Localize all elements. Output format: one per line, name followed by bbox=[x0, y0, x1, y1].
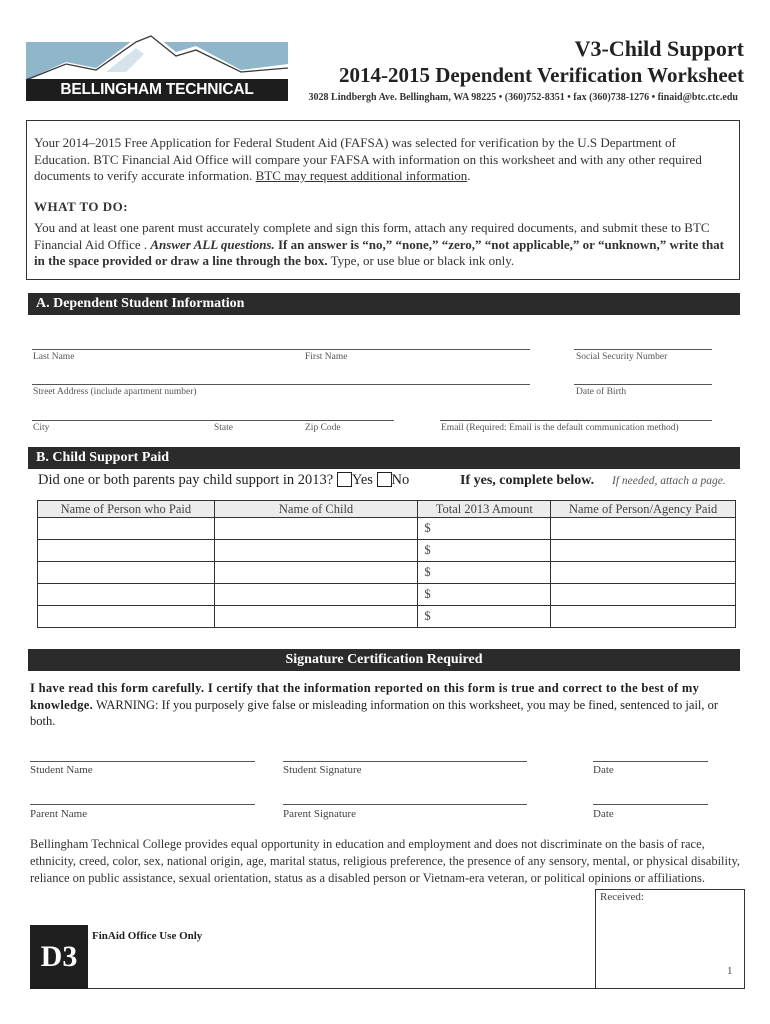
office-use-divider bbox=[88, 988, 595, 989]
student-date-field[interactable] bbox=[593, 761, 708, 762]
child-support-table bbox=[37, 500, 736, 628]
ssn-label: Social Security Number bbox=[576, 352, 668, 362]
yes-checkbox[interactable] bbox=[337, 472, 352, 487]
child-cell[interactable] bbox=[214, 562, 418, 584]
amount-cell[interactable]: $ bbox=[418, 518, 551, 540]
mountain-icon bbox=[26, 28, 288, 80]
additional-info-link[interactable]: BTC may request additional information bbox=[255, 168, 468, 183]
student-date-label: Date bbox=[593, 764, 614, 776]
student-signature-label: Student Signature bbox=[283, 764, 362, 776]
student-name-field[interactable] bbox=[30, 761, 255, 762]
parent-name-field[interactable] bbox=[30, 804, 255, 805]
instructions-paragraph bbox=[34, 220, 734, 270]
table-row bbox=[38, 518, 736, 540]
amount-cell[interactable]: $ bbox=[418, 562, 551, 584]
form-title: V3-Child Support bbox=[574, 36, 744, 61]
ssn-field[interactable] bbox=[574, 349, 712, 350]
received-label: Received: bbox=[600, 891, 644, 903]
amount-cell[interactable]: $ bbox=[418, 606, 551, 628]
col-child-name: Name of Child bbox=[214, 501, 418, 518]
question-text: Did one or both parents pay child support in 2013? bbox=[38, 472, 334, 488]
logo-text: BELLINGHAM TECHNICAL COLLEGE bbox=[26, 79, 288, 101]
amount-cell[interactable]: $ bbox=[418, 540, 551, 562]
dob-label: Date of Birth bbox=[576, 387, 627, 397]
city-label: City bbox=[33, 423, 50, 433]
child-cell[interactable] bbox=[214, 518, 418, 540]
child-cell[interactable] bbox=[214, 584, 418, 606]
email-field[interactable] bbox=[440, 420, 712, 421]
state-label: State bbox=[214, 423, 233, 433]
form-code-badge: D3 bbox=[30, 925, 88, 989]
instructions-text: You and at least one parent must accurately complete and sign this form, attach any required documents, and submit these to BTC Financial Aid Office . bbox=[34, 220, 710, 252]
amount-cell[interactable]: $ bbox=[418, 584, 551, 606]
parent-signature-field[interactable] bbox=[283, 804, 527, 805]
city-state-zip-field[interactable] bbox=[32, 420, 394, 421]
what-to-do-heading: WHAT TO DO: bbox=[34, 199, 129, 214]
col-total-amount: Total 2013 Amount bbox=[418, 501, 551, 518]
agency-cell[interactable] bbox=[551, 606, 736, 628]
table-row bbox=[38, 584, 736, 606]
payer-cell[interactable] bbox=[38, 584, 215, 606]
student-name-label: Student Name bbox=[30, 764, 93, 776]
form-subtitle: 2014-2015 Dependent Verification Worksheet bbox=[338, 63, 744, 87]
agency-cell[interactable] bbox=[551, 562, 736, 584]
payer-cell[interactable] bbox=[38, 540, 215, 562]
page-number: 1 bbox=[727, 965, 733, 977]
agency-cell[interactable] bbox=[551, 584, 736, 606]
payer-cell[interactable] bbox=[38, 606, 215, 628]
equal-opportunity-statement: Bellingham Technical College provides equal opportunity in education and employment and does not discriminate on the basis of race, ethnicity, creed, color, sex, national origin, age, marital status, religious preference, the presence of any sensory, mental, or physical disability, reliance on public assistance, sexual orientation, status as a disabled person or Vietnam-era veteran, or political opinions or affiliations. bbox=[30, 837, 741, 885]
street-label: Street Address (include apartment number) bbox=[33, 387, 197, 397]
warning-text: WARNING: If you purposely give false or misleading information on this worksheet, you may be fined, sentenced to jail, or both. bbox=[30, 697, 719, 728]
intro-end: . bbox=[467, 168, 471, 183]
parent-date-label: Date bbox=[593, 808, 614, 820]
student-signature-field[interactable] bbox=[283, 761, 527, 762]
office-use-label: FinAid Office Use Only bbox=[92, 930, 203, 942]
dob-field[interactable] bbox=[574, 384, 712, 385]
intro-text: Your 2014–2015 Free Application for Federal Student Aid (FAFSA) was selected for verification by the U.S Department of Education. BTC Financial Aid Office will compare your FAFSA with information on this worksheet and with any other required documents to verify accurate information. bbox=[34, 135, 702, 183]
table-row bbox=[38, 562, 736, 584]
child-cell[interactable] bbox=[214, 540, 418, 562]
received-box bbox=[595, 889, 745, 989]
contact-address: 3028 Lindbergh Ave. Bellingham, WA 98225 • (360)752-8351 • fax (360)738-1276 • finaid@btc.ctc.edu bbox=[308, 92, 738, 103]
table-header-row bbox=[38, 501, 736, 518]
certification-statement bbox=[30, 680, 745, 730]
child-cell[interactable] bbox=[214, 606, 418, 628]
child-support-question bbox=[38, 472, 409, 489]
zip-label: Zip Code bbox=[305, 423, 341, 433]
agency-cell[interactable] bbox=[551, 518, 736, 540]
last-name-label: Last Name bbox=[33, 352, 75, 362]
agency-cell[interactable] bbox=[551, 540, 736, 562]
parent-date-field[interactable] bbox=[593, 804, 708, 805]
payer-cell[interactable] bbox=[38, 518, 215, 540]
no-checkbox[interactable] bbox=[377, 472, 392, 487]
yes-label: Yes bbox=[351, 472, 373, 488]
college-logo bbox=[26, 28, 288, 120]
last-first-name-field[interactable] bbox=[32, 349, 530, 350]
attach-page-note: If needed, attach a page. bbox=[612, 475, 726, 487]
section-a-header: A. Dependent Student Information bbox=[28, 293, 740, 315]
section-b-header: B. Child Support Paid bbox=[28, 447, 740, 469]
table-row bbox=[38, 606, 736, 628]
payer-cell[interactable] bbox=[38, 562, 215, 584]
answer-all-text: Answer ALL questions. bbox=[150, 236, 275, 252]
col-person-who-paid: Name of Person who Paid bbox=[38, 501, 215, 518]
street-address-field[interactable] bbox=[32, 384, 530, 385]
parent-signature-label: Parent Signature bbox=[283, 808, 357, 820]
table-row bbox=[38, 540, 736, 562]
intro-paragraph bbox=[34, 135, 734, 185]
no-label: No bbox=[391, 472, 410, 488]
col-agency-paid: Name of Person/Agency Paid bbox=[551, 501, 736, 518]
first-name-label: First Name bbox=[305, 352, 348, 362]
answer-rules-text: If an answer is “no,” “none,” “zero,” “not applicable,” or “unknown,” write that in the space provided or draw a line through the box. bbox=[34, 236, 725, 268]
parent-name-label: Parent Name bbox=[30, 808, 88, 820]
certification-text: I have read this form carefully. I certify that the information reported on this form is true and correct to the best of my knowledge. bbox=[30, 681, 700, 712]
email-label: Email (Required: Email is the default communication method) bbox=[441, 423, 679, 433]
instructions-box bbox=[26, 120, 740, 280]
signature-header: Signature Certification Required bbox=[28, 649, 740, 671]
if-yes-instruction: If yes, complete below. bbox=[460, 473, 595, 488]
ink-instructions: Type, or use blue or black ink only. bbox=[327, 253, 515, 268]
